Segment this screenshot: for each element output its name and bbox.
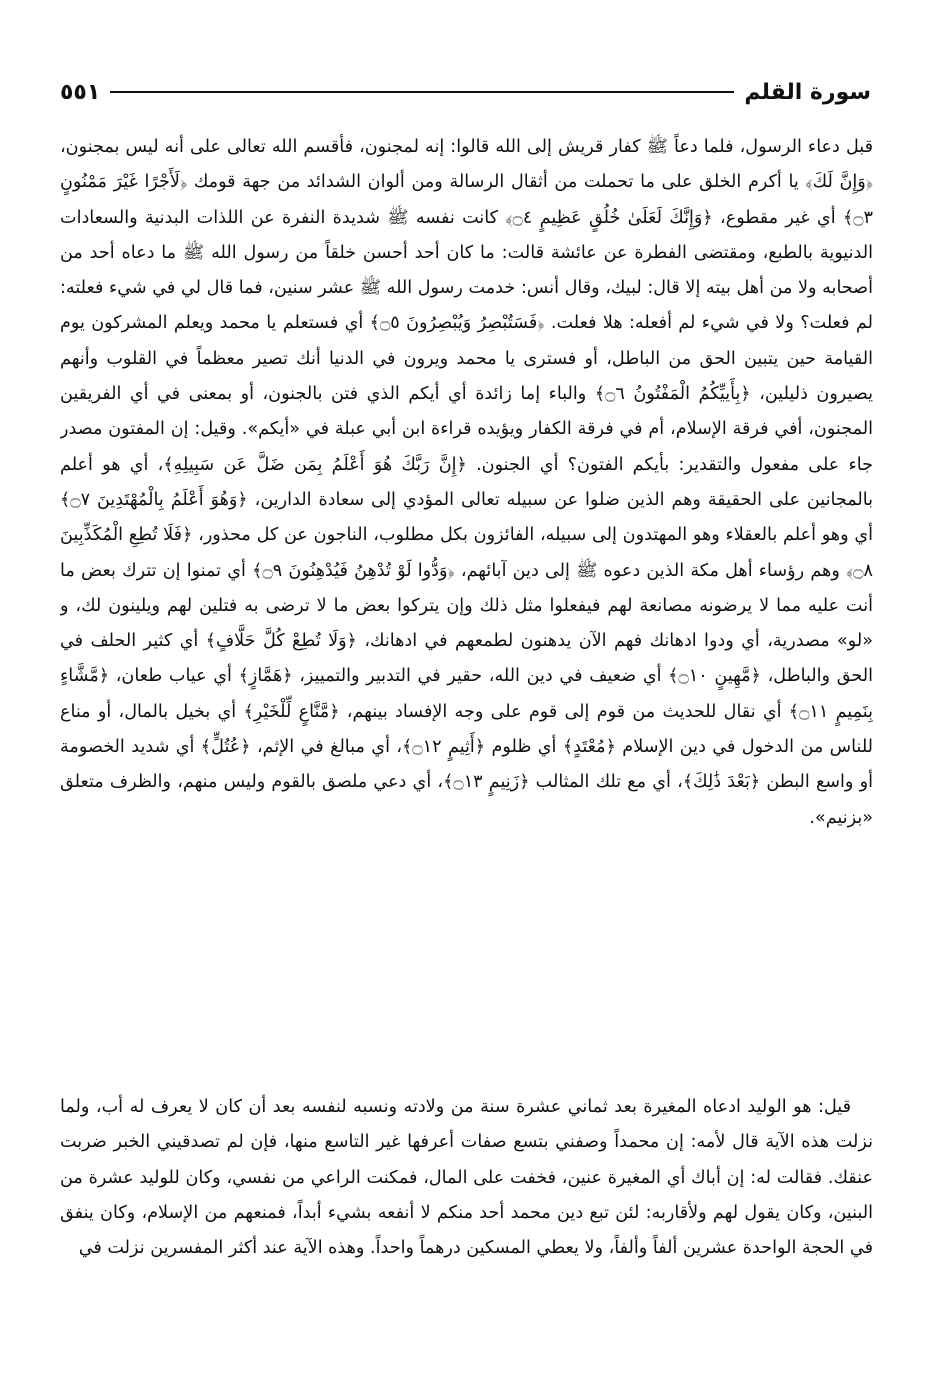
page-body [60, 130, 873, 1259]
page-header [60, 72, 871, 112]
surah-title: سورة القلم [744, 79, 871, 105]
paragraph: قيل: هو الوليد ادعاه المغيرة بعد ثماني عشرة سنة من ولادته ونسبه لنفسه بعد أن كان لا يعرف له أب، ولما نزلت هذه الآية قال لأمه: إن محمداً وصفني بتسع صفات أعرفها غير التاسع منها، فإن لم تصدقيني الخبر ضربت عنقك. فقالت له: إن أباك أي المغيرة عنين، فخفت على المال، فمكنت الراعي من نفسي، وكان للوليد عشرة من البنين، وكان يقول لهم ولأقاربه: لئن تبع دين محمد أحد منكم لا أنفعه بشيء أبداً، فمنعهم من الإسلام، وكان ينفق في الحجة الواحدة عشرين ألفاً وألفاً، ولا يعطي المسكين درهماً واحداً. وهذه الآية عند أكثر المفسرين نزلت في [60, 1097, 873, 1259]
page-number: ٥٥١ [60, 79, 101, 105]
header-rule [110, 91, 734, 93]
paragraph: قبل دعاء الرسول، فلما دعاً ﷺ كفار قريش إلى الله قالوا: إنه لمجنون، فأقسم الله تعالى على أنه ليس بمجنون، ﴿وَإِنَّ لَكَ﴾ يا أكرم الخلق على ما تحملت من أثقال الرسالة ومن ألوان الشدائد من جهة قومك ﴿لَأَجْرًا غَيْرَ مَمْنُونٍ ۝٣﴾ أي غير مقطوع، ﴿وَإِنَّكَ لَعَلَىٰ خُلُقٍ عَظِيمٍ ۝٤﴾ كانت نفسه ﷺ شديدة النفرة عن اللذات البدنية والسعادات الدنيوية بالطبع، ومقتضى الفطرة عن عائشة قالت: ما كان أحد أحسن خلقاً من رسول الله ﷺ ما دعاه أحد من أصحابه ولا من أهل بيته إلا قال: لبيك، وقال أنس: خدمت رسول الله ﷺ عشر سنين، فما قال لي في شيء فعلته: لم فعلت؟ ولا في شيء لم أفعله: هلا فعلت. ﴿فَسَتُبْصِرُ وَيُبْصِرُونَ ۝٥﴾ أي فستعلم يا محمد ويعلم المشركون يوم القيامة حين يتبين الحق من الباطل، أو فسترى يا محمد ويرون في الدنيا أنك تصير معظماً في القلوب وأنهم يصيرون ذليلين، ﴿بِأَييِّكُمُ الْمَفْتُونُ ۝٦﴾ والباء إما زائدة أي أيكم الذي فتن بالجنون، أو بمعنى في أي الفريقين المجنون، أفي فرقة الإسلام، أم في فرقة الكفار ويؤيده قراءة ابن أبي عبلة في «أيكم». وقيل: إن المفتون مصدر جاء على مفعول والتقدير: بأيكم الفتون؟ أي الجنون. ﴿إِنَّ رَبَّكَ هُوَ أَعْلَمُ بِمَن ضَلَّ عَن سَبِيلِهِ﴾، أي هو أعلم بالمجانين على الحقيقة وهم الذين ضلوا عن سبيله تعالى المؤدي إلى سعادة الدارين، ﴿وَهُوَ أَعْلَمُ بِالْمُهْتَدِينَ ۝٧﴾ أي وهو أعلم بالعقلاء وهو المهتدون إلى سبيله، الفائزون بكل مطلوب، الناجون عن كل محذور، ﴿فَلَا تُطِعِ الْمُكَذِّبِينَ ۝٨﴾ وهم رؤساء أهل مكة الذين دعوه ﷺ إلى دين آبائهم، ﴿وَدُّوا لَوْ تُدْهِنُ فَيُدْهِنُونَ ۝٩﴾ أي تمنوا إن تترك بعض ما أنت عليه مما لا يرضونه مصانعة لهم فيفعلوا مثل ذلك وإن يتركوا بعض ما لا ترضى به فتلين لهم ويلينون لك، و «لو» مصدرية، أي ودوا ادهانك فهم الآن يدهنون لطمعهم في ادهانك، ﴿وَلَا تُطِعْ كُلَّ حَلَّافٍ﴾ أي كثير الحلف في الحق والباطل، ﴿مَّهِينٍ ۝١٠﴾ أي ضعيف في دين الله، حقير في التدبير والتمييز، ﴿هَمَّازٍ﴾ أي عياب طعان، ﴿مَّشَّاءٍ بِنَمِيمٍ ۝١١﴾ أي نقال للحديث من قوم إلى قوم على وجه الإفساد بينهم، ﴿مَّنَّاعٍ لِّلْخَيْرِ﴾ أي بخيل بالمال، أو مناع للناس من الدخول في دين الإسلام ﴿مُعْتَدٍ﴾ أي ظلوم ﴿أَثِيمٍ ۝١٢﴾، أي مبالغ في الإثم، ﴿عُتُلٍّ﴾ أي شديد الخصومة أو واسع البطن ﴿بَعْدَ ذَٰلِكَ﴾، أي مع تلك المثالب ﴿زَنِيمٍ ۝١٣﴾، أي دعي ملصق بالقوم وليس منهم، والظرف متعلق «بزنيم». [60, 137, 873, 828]
